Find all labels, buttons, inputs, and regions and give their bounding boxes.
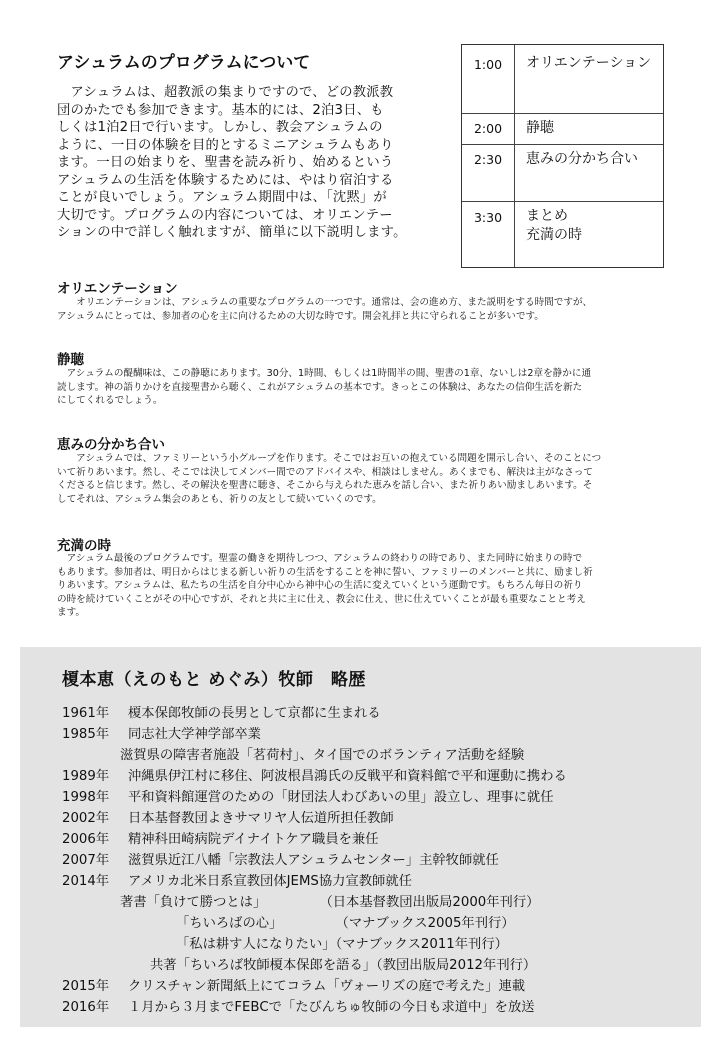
bio-text: 榎本保郎牧師の長男として京都に生まれる xyxy=(128,706,381,721)
bio-row xyxy=(62,996,535,1015)
bio-row xyxy=(62,702,381,721)
schedule-time: 1:00 xyxy=(473,57,503,72)
bio-year: 2002年 xyxy=(62,811,110,826)
intro-title: アシュラムのプログラムについて xyxy=(57,53,311,73)
intro-line: 団のかたでも参加できます。基本的には、2泊3日、も xyxy=(57,102,384,118)
bio-text: １月から３月までFEBCで「たびんちゅ牧師の今日も求道中」を放送 xyxy=(128,1000,535,1015)
intro-line: アシュラムの生活を体験するためには、やはり宿泊する xyxy=(57,172,394,188)
bio-year: 2016年 xyxy=(62,1000,110,1015)
section-line: くださると信じます。然し、その解決を聖書に聴き、そこから与えられた恵みを話し合い、また祈りあい励ましあいます。そ xyxy=(57,480,593,492)
bio-row xyxy=(120,744,524,763)
bio-year: 1985年 xyxy=(62,727,110,742)
schedule-table xyxy=(461,44,664,268)
section-heading-orientation: オリエンテーション xyxy=(57,281,178,297)
schedule-item: オリエンテーション xyxy=(526,55,652,71)
section-line: アシュラム最後のプログラムです。聖霊の働きを期待しつつ、アシュラムの終わりの時であり、また同時に始まりの時で xyxy=(57,553,583,564)
biography-title: 榎本恵（えのもと めぐみ）牧師 略歴 xyxy=(62,670,366,690)
schedule-divider xyxy=(514,144,515,201)
biography-box xyxy=(20,647,701,1027)
bio-year: 2006年 xyxy=(62,832,110,847)
section-line: いて祈りあいます。然し、そこでは決してメンバー間でのアドバイスや、相談はしません。あくまでも、解決は主がなさって xyxy=(57,466,593,478)
bio-text: 同志社大学神学部卒業 xyxy=(128,727,261,742)
section-body-sharing xyxy=(57,452,665,506)
bio-text: 著書「負けて勝つとは」 （日本基督教団出版局2000年刊行） xyxy=(120,895,540,910)
section-line: もあります。参加者は、明日からはじまる新しい祈りの生活をすることを神に誓い、ファミリーのメンバーと共に、励まし祈 xyxy=(57,566,593,578)
schedule-divider xyxy=(514,113,515,144)
bio-text: 「ちいろばの心」 （マナブックス2005年刊行） xyxy=(176,916,515,931)
intro-line: ます。一日の始まりを、聖書を読み祈り、始めるという xyxy=(57,155,394,170)
schedule-row xyxy=(462,144,663,202)
schedule-item: 恵みの分かち合い xyxy=(526,151,638,167)
intro-line: アシュラムは、超教派の集まりですので、どの教派教 xyxy=(57,85,394,100)
bio-row xyxy=(120,891,539,910)
schedule-row xyxy=(462,113,663,145)
section-line: オリエンテーションは、アシュラムの重要なプログラムの一つです。通常は、会の進め方、また説明をする時間ですが、 xyxy=(57,297,593,308)
bio-text: 精神科田崎病院デイナイトケア職員を兼任 xyxy=(128,832,379,847)
bio-row xyxy=(176,912,515,931)
bio-text: 滋賀県の障害者施設「茗荷村」、タイ国でのボランティア活動を経験 xyxy=(120,748,525,763)
schedule-row xyxy=(462,45,663,114)
intro-line: 大切です。プログラムの内容については、オリエンテー xyxy=(57,207,393,223)
intro-line: しくは1泊2日で行います。しかし、教会アシュラムの xyxy=(57,120,383,135)
section-heading-sharing: 恵みの分かち合い xyxy=(57,437,165,453)
intro-line: ことが良いでしょう。アシュラム期間中は、「沈黙」が xyxy=(57,190,387,205)
bio-year: 2015年 xyxy=(62,979,110,994)
section-line: の時を続けていくことがその中心ですが、それと共に主に仕え、教会に仕え、世に仕えていくことが最も重要なことと考え xyxy=(57,593,586,605)
bio-text: 滋賀県近江八幡「宗教法人アシュラムセンター」主幹牧師就任 xyxy=(128,853,499,868)
bio-text: 平和資料館運営のための「財団法人わびあいの里」設立し、理事に就任 xyxy=(128,790,554,805)
schedule-item: 充満の時 xyxy=(526,227,582,243)
section-heading-listening: 静聴 xyxy=(57,352,84,368)
section-line: ます。 xyxy=(57,607,86,619)
bio-row xyxy=(62,870,412,889)
bio-year: 1989年 xyxy=(62,769,110,784)
schedule-divider xyxy=(514,45,515,113)
bio-row xyxy=(150,954,536,973)
bio-row xyxy=(62,765,567,784)
bio-text: アメリカ北米日系宣教団体JEMS協力宣教師就任 xyxy=(128,874,412,889)
section-heading-fullness: 充満の時 xyxy=(57,538,111,554)
bio-row xyxy=(62,975,525,994)
section-line: アシュラムでは、ファミリーという小グループを作ります。そこではお互いの抱えている問題を開示し合い、そのことにつ xyxy=(57,453,602,464)
bio-row xyxy=(62,786,554,805)
schedule-time: 3:30 xyxy=(473,210,503,225)
section-line: にしてくれるでしょう。 xyxy=(57,395,163,407)
bio-text: クリスチャン新聞紙上にてコラム「ヴォーリズの庭で考えた」連載 xyxy=(128,979,526,994)
schedule-divider xyxy=(514,201,515,267)
intro-line: ションの中で詳しく触れますが、簡単に以下説明します。 xyxy=(57,225,407,240)
bio-year: 1961年 xyxy=(62,706,110,721)
schedule-item: 静聴 xyxy=(526,120,554,136)
section-line: してそれは、アシュラム集会のあとも、祈りの友として続いていくのです。 xyxy=(57,493,382,505)
bio-text: 共著「ちいろば牧師榎本保郎を語る」（教団出版局2012年刊行） xyxy=(150,958,537,973)
intro-body xyxy=(57,84,437,242)
section-line: 読します。神の語りかけを直接聖書から聴く、これがアシュラムの基本です。きっとこの体験は、あなたの信仰生活を新た xyxy=(57,381,583,393)
bio-row xyxy=(62,828,379,847)
intro-line: ように、一日の体験を目的とするミニアシュラムもあり xyxy=(57,137,394,153)
section-line: アシュラムの醍醐味は、この静聴にあります。30分、1時間、もしくは1時間半の間、聖書の1章、ないしは2章を静かに通 xyxy=(57,368,592,379)
bio-text: 沖縄県伊江村に移住、阿波根昌鴻氏の反戦平和資料館で平和運動に携わる xyxy=(128,769,567,784)
schedule-item: まとめ xyxy=(526,208,568,224)
bio-year: 2007年 xyxy=(62,853,110,868)
bio-row xyxy=(62,849,499,868)
bio-year: 1998年 xyxy=(62,790,110,805)
section-body-fullness xyxy=(57,552,665,620)
bio-year: 2014年 xyxy=(62,874,110,889)
schedule-time: 2:30 xyxy=(473,152,503,167)
bio-row xyxy=(176,933,508,952)
section-line: りあいます。アシュラムは、私たちの生活を自分中心から神中心の生活に変えていくという運動です。もちろん毎日の祈り xyxy=(57,580,583,592)
bio-row xyxy=(62,723,261,742)
bio-row xyxy=(62,807,394,826)
section-line: アシュラムにとっては、参加者の心を主に向けるための大切な時です。開会礼拝と共に守られることが多いです。 xyxy=(57,310,544,322)
bio-text: 「私は耕す人になりたい」（マナブックス2011年刊行） xyxy=(176,937,508,952)
schedule-row xyxy=(462,201,663,267)
section-body-listening xyxy=(57,367,665,408)
bio-text: 日本基督教団よきサマリヤ人伝道所担任教師 xyxy=(128,811,394,826)
schedule-time: 2:00 xyxy=(473,121,503,136)
section-body-orientation xyxy=(57,296,665,323)
